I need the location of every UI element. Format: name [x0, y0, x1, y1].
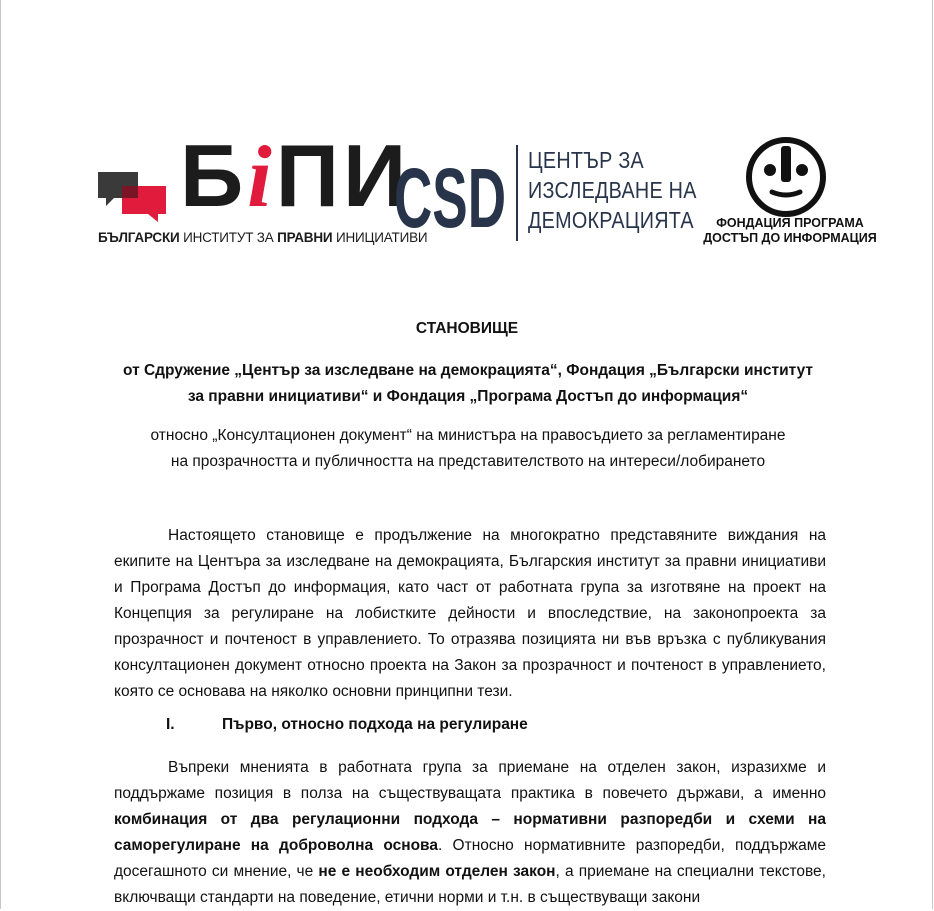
bipi-subtitle: БЪЛГАРСКИ ИНСТИТУТ ЗА ПРАВНИ ИНИЦИАТИВИ [98, 230, 428, 245]
page-left-edge [0, 0, 1, 909]
svg-text:CSD: CSD [394, 151, 506, 241]
fpdi-name: ФОНДАЦИЯ ПРОГРАМА ДОСТЪП ДО ИНФОРМАЦИЯ [703, 216, 877, 245]
csd-logo [394, 145, 697, 245]
csd-name: ЦЕНТЪР ЗА ИЗСЛЕДВАНЕ НА ДЕМОКРАЦИЯТА [528, 147, 697, 233]
section-title: Първо, относно подхода на регулиране [222, 716, 528, 733]
section-number: I. [166, 716, 175, 733]
document-heading: от Сдружение „Център за изследване на демокрацията“, Фондация „Български институт за правни инициативи“ и Фондация „Програма Достъп до информация“ [123, 362, 813, 405]
csd-mark [394, 145, 506, 241]
bipi-logo [98, 126, 428, 252]
fpdi-face-icon [744, 136, 828, 218]
csd-divider [516, 145, 518, 241]
page-right-edge [932, 0, 933, 909]
fpdi-logo [700, 136, 880, 252]
document-title: СТАНОВИЩЕ [415, 320, 519, 337]
document-regarding: относно „Консултационен документ“ на министъра на правосъдието за регламентиране на прозрачността и публичността на представителството на интереси/лобирането [150, 427, 786, 470]
paragraph-approach: Въпреки мненията в работната група за приемане на отделен закон, изразихме и поддържаме позиция в полза на съществуващата практика в повечето държави, а именно комбинация от два регулационни подхода – нормативни разпоредби и схеми на саморегулиране на доброволна основа. Относно нормативните разпоредби, поддържаме досегашното си мнение, че не е необходим отделен закон, а приемане на специални текстове, включващи стандарти на поведение, етични норми и т.н. в съществуващи закони [114, 759, 826, 906]
bipi-wordmark: БiПИ [180, 126, 411, 226]
paragraph-intro: Настоящето становище е продължение на многократно представяните виждания на екипите на Центъра за изследване на демокрацията, Българския институт за правни инициативи и Програма Достъп до информация, като част от работната група за изготвяне на проект на Концепция за регулиране на лобистките дейности и впоследствие, на законопроекта за прозрачност и почтеност в управлението. То отразява позицията ни във връзка с публикувания консултационен документ относно проекта на Закон за прозрачност и почтеност в управлението, която се основава на няколко основни принципни тези. [114, 527, 826, 700]
speech-bubbles-icon [98, 170, 168, 222]
section-heading [166, 716, 528, 734]
